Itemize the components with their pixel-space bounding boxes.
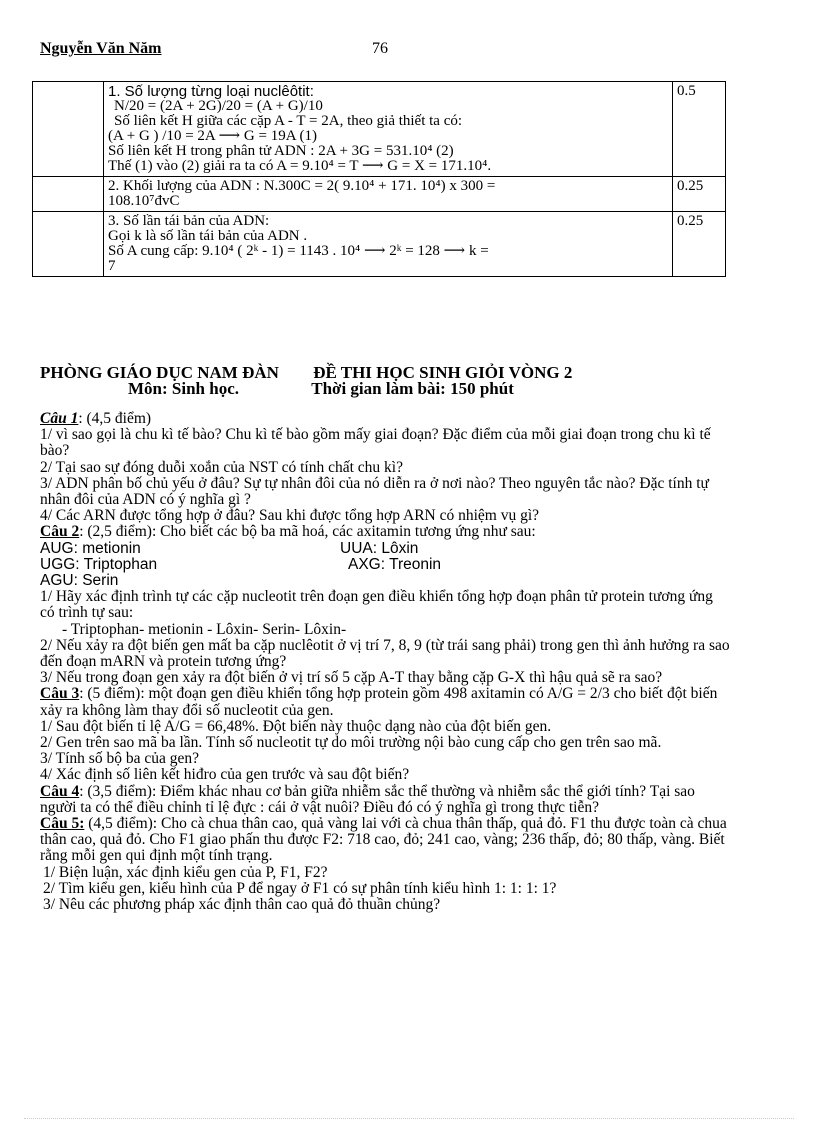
blank-cell bbox=[33, 177, 104, 212]
question-item: 3/ Nêu các phương pháp xác định thân cao quả đỏ thuần chủng? bbox=[43, 896, 441, 914]
answer-line: (A + G ) /10 = 2A ⟶ G = 19A (1) bbox=[108, 129, 317, 144]
question-label: Câu 3 bbox=[40, 685, 80, 703]
answer-line: 1. Số lượng từng loại nuclêôtit: bbox=[108, 84, 314, 99]
answer-line: 2. Khối lượng của ADN : N.300C = 2( 9.10⁴ + 171. 10⁴) x 300 = bbox=[108, 179, 496, 194]
question-label: Câu 1 bbox=[40, 410, 79, 427]
question-item: 1/ vì sao gọi là chu kì tế bào? Chu kì tế bào gồm mấy giai đoạn? Đặc điểm của mỗi giai đoạn trong chu kì tế bào? bbox=[40, 426, 711, 460]
answer-cell bbox=[104, 82, 673, 177]
question-item: - Triptophan- metionin - Lôxin- Serin- Lôxin- bbox=[62, 620, 347, 638]
question-item: 2/ Tìm kiểu gen, kiểu hình của P để ngay ở F1 có sự phân tính kiểu hình 1: 1: 1: 1? bbox=[43, 879, 557, 897]
question-label: Câu 5: bbox=[40, 815, 85, 833]
score-cell: 0.25 bbox=[673, 177, 726, 212]
question-label: Câu 2 bbox=[40, 523, 80, 541]
codon-entry: UGG: Triptophan bbox=[40, 555, 158, 573]
answer-line: 108.10⁷đvC bbox=[108, 194, 180, 209]
author-name: Nguyễn Văn Năm bbox=[40, 40, 162, 57]
duration: Thời gian làm bài: 150 phút bbox=[311, 379, 514, 398]
answer-line: 7 bbox=[108, 259, 116, 274]
question-item: 4/ Các ARN được tổng hợp ở đâu? Sau khi được tổng hợp ARN có nhiệm vụ gì? bbox=[40, 507, 540, 525]
blank-cell bbox=[33, 212, 104, 277]
answer-line: Số liên kết H giữa các cặp A - T = 2A, theo giả thiết ta có: bbox=[114, 114, 463, 129]
question-item: 1/ Biện luận, xác định kiểu gen của P, F1, F2? bbox=[43, 863, 328, 881]
answer-line: N/20 = (2A + 2G)/20 = (A + G)/10 bbox=[114, 99, 323, 114]
codon-row bbox=[40, 557, 730, 573]
exam-section bbox=[40, 365, 730, 913]
exam-subheading bbox=[40, 381, 730, 397]
question-item: 3/ Nếu trong đoạn gen xảy ra đột biến ở vị trí số 5 cặp A-T thay bằng cặp G-X thì hậu quả sẽ ra sao? bbox=[40, 669, 663, 687]
question-2 bbox=[40, 524, 730, 540]
answer-cell bbox=[104, 177, 673, 212]
codon-entry: AUG: metionin bbox=[40, 539, 141, 557]
codon-entry: UUA: Lôxin bbox=[340, 539, 419, 557]
score-cell: 0.25 bbox=[673, 212, 726, 277]
question-4 bbox=[40, 784, 730, 816]
codon-entry: AGU: Serin bbox=[40, 572, 119, 590]
codon-row bbox=[40, 573, 730, 589]
question-3 bbox=[40, 686, 730, 718]
question-5 bbox=[40, 816, 730, 865]
question-item: 2/ Nếu xảy ra đột biến gen mất ba cặp nuclêotit ở vị trí 7, 8, 9 (từ trái sang phải) trong gen thì ảnh hưởng ra sao đến đoạn mARN và protein tương ứng? bbox=[40, 636, 730, 671]
answer-line: Gọi k là số lần tái bản của ADN . bbox=[108, 229, 308, 244]
question-item: 3/ Tính số bộ ba của gen? bbox=[40, 750, 199, 768]
office-name: PHÒNG GIÁO DỤC NAM ĐÀN bbox=[40, 363, 279, 382]
score-cell: 0.5 bbox=[673, 82, 726, 177]
question-1 bbox=[40, 411, 730, 427]
table-row bbox=[33, 212, 726, 277]
question-item: 3/ ADN phân bố chủ yếu ở đâu? Sự tự nhân đôi của nó diễn ra ở nơi nào? Theo nguyên tắc nào? Đặc tính tự nhân đôi của ADN có ý nghĩa gì ? bbox=[40, 474, 709, 509]
subject: Môn: Sinh học. bbox=[128, 379, 239, 398]
page-number: 76 bbox=[372, 40, 388, 57]
question-intro: (4,5 điểm): Cho cà chua thân cao, quả vàng lai với cà chua thân thấp, quả đỏ. F1 thu được toàn cà chua thân cao, quả đỏ. Cho F1 giao phấn thu được F2: 718 cao, đỏ; 241 cao, vàng; 236 thấp, đỏ; 80 thấp, vàng. Biết rằng mỗi gen qui định một tính trạng. bbox=[40, 815, 727, 865]
answer-line: Thế (1) vào (2) giải ra ta có A = 9.10⁴ = T ⟶ G = X = 171.10⁴. bbox=[108, 159, 492, 174]
answer-table bbox=[32, 81, 726, 277]
answer-cell bbox=[104, 212, 673, 277]
codon-entry: AXG: Treonin bbox=[348, 555, 442, 573]
answer-line: Số A cung cấp: 9.10⁴ ( 2ᵏ - 1) = 1143 . 10⁴ ⟶ 2ᵏ = 128 ⟶ k = bbox=[108, 244, 489, 259]
blank-cell bbox=[33, 82, 104, 177]
question-points: : (4,5 điểm) bbox=[78, 410, 152, 427]
question-intro: : (2,5 điểm): Cho biết các bộ ba mã hoá, các axitamin tương ứng như sau: bbox=[79, 523, 536, 541]
question-label: Câu 4 bbox=[40, 782, 80, 800]
question-intro: : (5 điểm): một đoạn gen điều khiển tổng hợp protein gồm 498 axitamin có A/G = 2/3 cho biết đột biến xảy ra không làm thay đổi số nucleotit của gen. bbox=[40, 685, 718, 719]
question-item: 2/ Tại sao sự đóng duỗi xoắn của NST có tính chất chu kì? bbox=[40, 458, 403, 476]
exam-title: ĐỀ THI HỌC SINH GIỎI VÒNG 2 bbox=[313, 363, 573, 382]
question-item: 1/ Hãy xác định trình tự các cặp nucleotit trên đoạn gen điều khiển tổng hợp đoạn phân tử protein tương ứng có trình tự sau: bbox=[40, 588, 713, 622]
answer-line: Số liên kết H trong phân tử ADN : 2A + 3G = 531.10⁴ (2) bbox=[108, 144, 454, 159]
question-text: : (3,5 điểm): Điểm khác nhau cơ bản giữa nhiễm sắc thể thường và nhiễm sắc thể giới tính? Tại sao người ta có thể điều chỉnh tỉ lệ đực : cái ở vật nuôi? Điều đó có ý nghĩa gì trong thực tiễn? bbox=[40, 782, 695, 816]
table-row bbox=[33, 82, 726, 177]
answer-line: 3. Số lần tái bản của ADN: bbox=[108, 214, 270, 229]
question-item: 4/ Xác định số liên kết hiđro của gen trước và sau đột biến? bbox=[40, 766, 410, 784]
codon-row bbox=[40, 541, 730, 557]
page-footer-rule bbox=[24, 1118, 794, 1119]
question-item: 2/ Gen trên sao mã ba lần. Tính số nucleotit tự do môi trường nội bào cung cấp cho gen trên sao mã. bbox=[40, 734, 662, 752]
table-row bbox=[33, 177, 726, 212]
question-item: 1/ Sau đột biến tỉ lệ A/G = 66,48%. Đột biến này thuộc dạng nào của đột biến gen. bbox=[40, 717, 552, 735]
